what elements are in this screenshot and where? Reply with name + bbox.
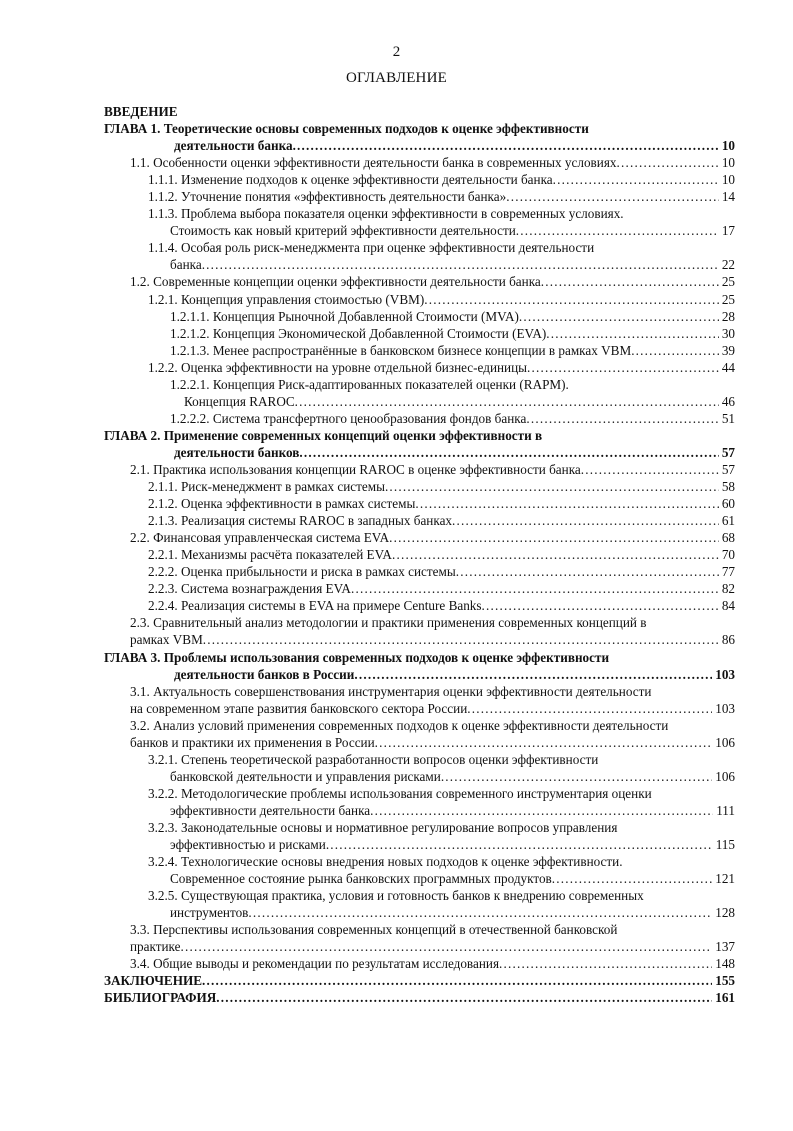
toc-entry-title: ГЛАВА 2. Применение современных концепций оценки эффективности в xyxy=(104,427,543,443)
toc-entry[interactable] xyxy=(0,580,793,597)
dot-leader xyxy=(326,836,713,853)
toc-entry-title: 3.3. Перспективы использования современных концепций в отечественной банковской xyxy=(130,922,618,938)
toc-entry-title: ГЛАВА 3. Проблемы использования современных подходов к оценке эффективности xyxy=(104,649,610,665)
dot-leader xyxy=(631,342,719,359)
table-of-contents xyxy=(0,103,793,1006)
toc-entry[interactable] xyxy=(0,597,793,614)
toc-entry[interactable] xyxy=(0,512,793,529)
dot-leader xyxy=(392,546,719,563)
toc-page-number: 57 xyxy=(721,444,735,460)
toc-page-number: 77 xyxy=(721,564,735,580)
toc-page-number: 115 xyxy=(715,837,735,853)
toc-entry[interactable] xyxy=(0,273,793,290)
toc-entry-title: деятельности банков xyxy=(174,444,300,460)
toc-entry-title: 1.2.2.2. Система трансфертного ценообразования фондов банка xyxy=(170,410,527,426)
dot-leader xyxy=(181,938,713,955)
toc-page-number: 103 xyxy=(715,666,735,682)
dot-leader xyxy=(248,904,712,921)
toc-page-number: 82 xyxy=(721,581,735,597)
toc-page-number: 22 xyxy=(721,257,735,273)
toc-entry[interactable] xyxy=(0,989,793,1006)
toc-entry-title: 3.2.3. Законодательные основы и нормативное регулирование вопросов управления xyxy=(148,819,618,835)
toc-entry[interactable] xyxy=(0,649,793,683)
dot-leader xyxy=(441,768,712,785)
dot-leader xyxy=(370,802,713,819)
dot-leader xyxy=(499,955,712,972)
dot-leader xyxy=(415,495,718,512)
dot-leader xyxy=(552,870,712,887)
toc-page-number: 128 xyxy=(715,905,735,921)
toc-entry-title: БИБЛИОГРАФИЯ xyxy=(104,990,217,1006)
toc-page-number: 106 xyxy=(715,734,735,750)
toc-entry-title: ЗАКЛЮЧЕНИЕ xyxy=(104,973,203,989)
toc-entry[interactable] xyxy=(0,887,793,921)
toc-entry[interactable] xyxy=(0,359,793,376)
toc-entry[interactable] xyxy=(0,171,793,188)
toc-entry-title: 3.2.5. Существующая практика, условия и готовность банков к внедрению современных xyxy=(148,888,644,904)
toc-entry-title: 1.2.2. Оценка эффективности на уровне отдельной бизнес-единицы xyxy=(148,359,528,375)
toc-entry-title: практике xyxy=(130,939,181,955)
toc-entry-title: 3.1. Актуальность совершенствования инструментария оценки эффективности деятельности xyxy=(130,683,652,699)
toc-entry-title: 1.2.1.2. Концепция Экономической Добавленной Стоимости (EVA) xyxy=(170,325,547,341)
toc-entry-title: деятельности банков в России xyxy=(174,666,355,682)
dot-leader xyxy=(202,972,712,989)
toc-entry-title: 3.2.1. Степень теоретической разработанности вопросов оценки эффективности xyxy=(148,751,599,767)
toc-page-number: 84 xyxy=(721,598,735,614)
toc-entry[interactable] xyxy=(0,376,793,410)
dot-leader xyxy=(351,580,719,597)
dot-leader xyxy=(299,444,718,461)
toc-entry-title: деятельности банка xyxy=(174,138,293,154)
toc-entry[interactable] xyxy=(0,563,793,580)
toc-entry-title: инструментов xyxy=(170,905,249,921)
toc-entry[interactable] xyxy=(0,154,793,171)
toc-entry-title: 2.2.1. Механизмы расчёта показателей EVA xyxy=(148,547,392,563)
toc-entry[interactable] xyxy=(0,103,793,120)
toc-page-number: 70 xyxy=(721,547,735,563)
toc-entry[interactable] xyxy=(0,785,793,819)
toc-entry-title: эффективности деятельности банка xyxy=(170,802,371,818)
page-number: 2 xyxy=(392,44,401,60)
toc-page-number: 161 xyxy=(715,990,735,1006)
dot-leader xyxy=(295,393,719,410)
toc-entry[interactable] xyxy=(0,495,793,512)
toc-entry-title: 2.1. Практика использования концепции RAROC в оценке эффективности банка xyxy=(130,461,581,477)
dot-leader xyxy=(527,359,719,376)
toc-entry-title: банков и практики их применения в России xyxy=(130,734,375,750)
dot-leader xyxy=(203,631,719,648)
toc-page-number: 51 xyxy=(721,410,735,426)
toc-entry[interactable] xyxy=(0,614,793,648)
dot-leader xyxy=(553,171,719,188)
toc-entry-title: банковской деятельности и управления рисками xyxy=(170,768,441,784)
toc-entry[interactable] xyxy=(0,955,793,972)
dot-leader xyxy=(375,734,713,751)
toc-page-number: 103 xyxy=(715,700,735,716)
toc-entry[interactable] xyxy=(0,529,793,546)
toc-entry-title: Стоимость как новый критерий эффективности деятельности xyxy=(170,223,516,239)
dot-leader xyxy=(452,512,719,529)
toc-page-number: 86 xyxy=(721,632,735,648)
toc-entry[interactable] xyxy=(0,325,793,342)
toc-entry-title: 3.2. Анализ условий применения современных подходов к оценке эффективности деятельности xyxy=(130,717,669,733)
dot-leader xyxy=(202,256,719,273)
toc-entry-title: 1.2.2.1. Концепция Риск-адаптированных показателей оценки (RAPM). xyxy=(170,376,569,392)
toc-page-number: 68 xyxy=(721,530,735,546)
toc-entry-title: 2.1.1. Риск-менеджмент в рамках системы xyxy=(148,479,385,495)
toc-entry-title: эффективностью и рисками xyxy=(170,837,326,853)
toc-entry[interactable] xyxy=(0,717,793,751)
toc-entry-title: 3.4. Общие выводы и рекомендации по результатам исследования xyxy=(130,956,500,972)
dot-leader xyxy=(467,700,712,717)
dot-leader xyxy=(385,478,719,495)
toc-page-number: 121 xyxy=(715,871,735,887)
toc-entry-title: 1.1.3. Проблема выбора показателя оценки эффективности в современных условиях. xyxy=(148,206,624,222)
toc-entry[interactable] xyxy=(0,478,793,495)
toc-entry-title: Концепция RAROC xyxy=(184,393,295,409)
dot-leader xyxy=(216,989,712,1006)
toc-entry[interactable] xyxy=(0,683,793,717)
dot-leader xyxy=(482,597,719,614)
toc-page-number: 137 xyxy=(715,939,735,955)
toc-entry-title: 2.2.4. Реализация системы в EVA на примере Centure Banks xyxy=(148,598,482,614)
toc-page-number: 106 xyxy=(715,768,735,784)
dot-leader xyxy=(354,666,712,683)
dot-leader xyxy=(541,273,719,290)
toc-page-number: 25 xyxy=(721,274,735,290)
toc-page-number: 10 xyxy=(721,138,735,154)
toc-entry[interactable] xyxy=(0,819,793,853)
toc-entry-title: 2.3. Сравнительный анализ методологии и практики применения современных концепций в xyxy=(130,615,647,631)
toc-page-number: 155 xyxy=(715,973,735,989)
dot-leader xyxy=(389,529,719,546)
toc-page-number: 44 xyxy=(721,359,735,375)
toc-entry-title: 1.2.1.3. Менее распространённые в банковском бизнесе концепции в рамках VBM xyxy=(170,342,632,358)
toc-page-number: 148 xyxy=(715,956,735,972)
toc-page-number: 46 xyxy=(721,393,735,409)
toc-entry-title: ВВЕДЕНИЕ xyxy=(104,104,178,119)
toc-entry[interactable] xyxy=(0,410,793,427)
toc-entry[interactable] xyxy=(0,853,793,887)
toc-page-number: 111 xyxy=(716,802,735,818)
toc-entry[interactable] xyxy=(0,188,793,205)
toc-entry-title: 1.1.4. Особая роль риск-менеджмента при оценке эффективности деятельности xyxy=(148,240,595,256)
dot-leader xyxy=(456,563,719,580)
toc-entry[interactable] xyxy=(0,308,793,325)
toc-entry-title: 1.1.2. Уточнение понятия «эффективность деятельности банка» xyxy=(148,189,507,205)
toc-entry-title: на современном этапе развития банковского сектора России xyxy=(130,700,468,716)
toc-entry[interactable] xyxy=(0,342,793,359)
dot-leader xyxy=(424,291,719,308)
toc-entry-title: ГЛАВА 1. Теоретические основы современных подходов к оценке эффективности xyxy=(104,121,589,137)
toc-page-number: 17 xyxy=(721,223,735,239)
toc-entry[interactable] xyxy=(0,461,793,478)
toc-entry-title: 2.1.2. Оценка эффективности в рамках системы xyxy=(148,496,416,512)
toc-page-number: 30 xyxy=(721,325,735,341)
toc-heading: ОГЛАВЛЕНИЕ xyxy=(346,70,447,86)
toc-entry-title: 2.1.3. Реализация системы RAROC в западных банках xyxy=(148,513,453,529)
toc-entry[interactable] xyxy=(0,427,793,461)
toc-entry-title: Современное состояние рынка банковских программных продуктов xyxy=(170,871,552,887)
toc-entry[interactable] xyxy=(0,120,793,154)
dot-leader xyxy=(506,188,719,205)
toc-entry[interactable] xyxy=(0,751,793,785)
toc-entry-title: 1.2. Современные концепции оценки эффективности деятельности банка xyxy=(130,274,541,290)
toc-page-number: 10 xyxy=(721,155,735,171)
toc-entry-title: 1.1.1. Изменение подходов к оценке эффективности деятельности банка xyxy=(148,172,553,188)
toc-entry-title: банка xyxy=(170,257,202,273)
toc-entry[interactable] xyxy=(0,239,793,273)
toc-page-number: 28 xyxy=(721,308,735,324)
toc-entry[interactable] xyxy=(0,972,793,989)
dot-leader xyxy=(581,461,719,478)
toc-entry-title: 1.1. Особенности оценки эффективности деятельности банка в современных условиях xyxy=(130,155,617,171)
toc-entry[interactable] xyxy=(0,291,793,308)
toc-page-number: 58 xyxy=(721,479,735,495)
toc-entry-title: 1.2.1. Концепция управления стоимостью (VBM) xyxy=(148,291,425,307)
toc-page-number: 60 xyxy=(721,496,735,512)
toc-entry-title: 2.2. Финансовая управленческая система EVA xyxy=(130,530,390,546)
dot-leader xyxy=(617,154,719,171)
toc-entry-title: 2.2.2. Оценка прибыльности и риска в рамках системы xyxy=(148,564,456,580)
toc-entry-title: 3.2.4. Технологические основы внедрения новых подходов к оценке эффективности. xyxy=(148,854,623,870)
toc-entry[interactable] xyxy=(0,546,793,563)
toc-page-number: 39 xyxy=(721,342,735,358)
toc-page-number: 61 xyxy=(721,513,735,529)
toc-entry-title: 3.2.2. Методологические проблемы использования современного инструментария оценки xyxy=(148,785,652,801)
dot-leader xyxy=(546,325,719,342)
toc-entry-title: рамках VBM xyxy=(130,632,203,648)
dot-leader xyxy=(519,308,719,325)
toc-page-number: 57 xyxy=(721,461,735,477)
toc-entry-title: 2.2.3. Система вознаграждения EVA xyxy=(148,581,351,597)
toc-page-number: 10 xyxy=(721,172,735,188)
dot-leader xyxy=(526,410,718,427)
toc-entry[interactable] xyxy=(0,921,793,955)
dot-leader xyxy=(516,222,719,239)
toc-entry-title: 1.2.1.1. Концепция Рыночной Добавленной Стоимости (MVA) xyxy=(170,308,519,324)
dot-leader xyxy=(293,137,719,154)
toc-page-number: 25 xyxy=(721,291,735,307)
toc-page-number: 14 xyxy=(721,189,735,205)
toc-entry[interactable] xyxy=(0,205,793,239)
